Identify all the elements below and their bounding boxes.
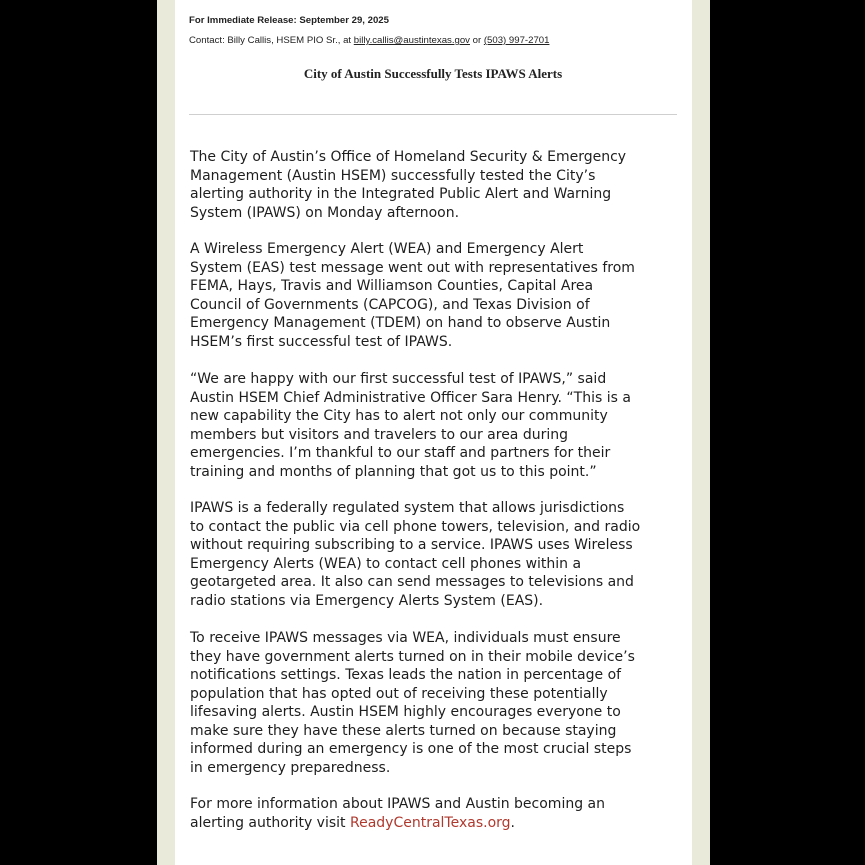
contact-email-link[interactable]: billy.callis@austintexas.gov — [353, 35, 470, 46]
paragraph-closing — [190, 795, 682, 832]
ready-central-texas-link[interactable]: ReadyCentralTexas.org — [349, 814, 511, 831]
divider — [189, 114, 677, 115]
paragraph-wea-settings: To receive IPAWS messages via WEA, individuals must ensure they have government alerts turned on in their mobile device’s notifications settings. Texas leads the nation in percentage of population that has opted out of receiving these potentially lifesaving alerts. Austin HSEM highly encourages everyone to make sure they have these alerts turned on because staying informed during an emergency is one of the most crucial steps in emergency preparedness. — [190, 630, 635, 776]
contact-phone-link[interactable]: (503) 997-2701 — [483, 35, 550, 46]
contact-separator: or — [469, 35, 484, 46]
headline: City of Austin Successfully Tests IPAWS Alerts — [303, 66, 563, 81]
release-date-line: For Immediate Release: September 29, 2025 — [189, 15, 389, 26]
paragraph-ipaws-description: IPAWS is a federally regulated system that allows jurisdictions to contact the public via cell phone towers, television, and radio without requiring subscribing to a service. IPAWS uses Wireless Emergency Alerts (WEA) to contact cell phones within a geotargeted area. It also can send messages to televisions and radio stations via Emergency Alerts System (EAS). — [190, 500, 641, 609]
paragraph-quote: “We are happy with our first successful test of IPAWS,” said Austin HSEM Chief Administrative Officer Sara Henry. “This is a new capability the City has to alert not only our community members but visitors and travelers to our area during emergencies. I’m thankful to our staff and partners for their training and months of planning that got us to this point.” — [190, 371, 631, 480]
paragraph-intro: The City of Austin’s Office of Homeland Security & Emergency Management (Austin HSEM) successfully tested the City’s alerting authority in the Integrated Public Alert and Warning System (IPAWS) on Monday afternoon. — [190, 149, 627, 221]
paragraph-test-message: A Wireless Emergency Alert (WEA) and Emergency Alert System (EAS) test message went out with representatives from FEMA, Hays, Travis and Williamson Counties, Capital Area Council of Governments (CAPCOG), and Texas Division of Emergency Management (TDEM) on hand to observe Austin HSEM’s first successful test of IPAWS. — [190, 241, 635, 350]
closing-text: For more information about IPAWS and Austin becoming an alerting authority visit — [190, 796, 605, 831]
contact-prefix: Contact: Billy Callis, HSEM PIO Sr., at — [189, 35, 354, 46]
contact-line — [189, 35, 549, 46]
closing-suffix: . — [510, 814, 515, 831]
